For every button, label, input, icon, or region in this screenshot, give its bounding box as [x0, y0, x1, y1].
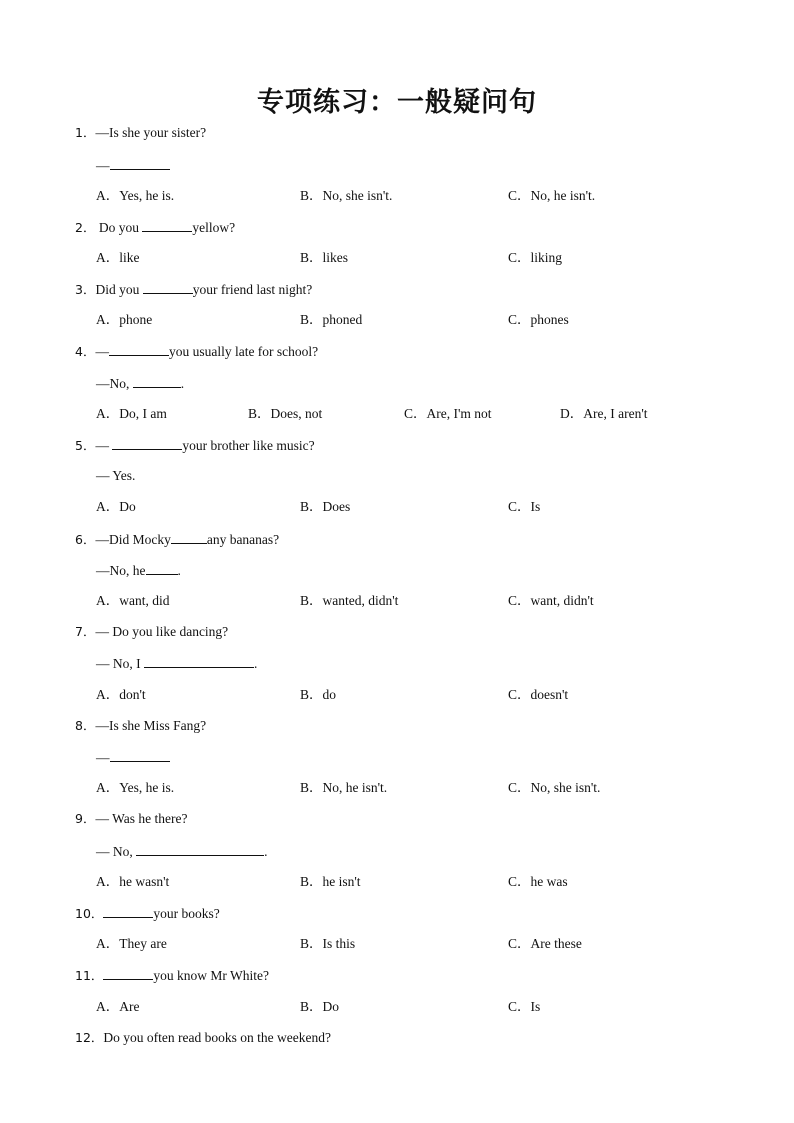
question-text: your books?: [153, 906, 220, 921]
question-text: —Is she your sister?: [95, 125, 207, 140]
answer-option-a[interactable]: A．Yes, he is.: [96, 780, 175, 795]
question-number: 4．: [75, 344, 96, 359]
question-number: 12．: [75, 1030, 104, 1045]
answer-blank[interactable]: [110, 748, 170, 762]
question-number: 11．: [75, 968, 104, 983]
question-number: 8．: [75, 718, 96, 733]
question-text: Do you: [95, 220, 143, 235]
answer-blank[interactable]: [142, 218, 192, 232]
question-reply-line: [96, 654, 257, 673]
question-text: — No, I: [96, 656, 144, 671]
question-stem: [75, 717, 206, 735]
answer-option-b[interactable]: B．No, she isn't.: [300, 188, 393, 203]
answer-option-a[interactable]: A．phone: [96, 312, 153, 327]
question-text: —: [96, 750, 110, 765]
answer-blank[interactable]: [133, 374, 181, 388]
question-reply-line: [96, 561, 181, 580]
question-text: .: [180, 376, 185, 391]
question-number: 7．: [75, 624, 96, 639]
question-text: .: [264, 844, 268, 859]
answer-option-b[interactable]: B．he isn't: [300, 874, 361, 889]
answer-option-b[interactable]: B．phoned: [300, 312, 363, 327]
question-text: your brother like music?: [182, 438, 315, 453]
answer-option-a[interactable]: A．Do: [96, 499, 136, 514]
question-reply-line: [96, 156, 170, 175]
question-reply-line: [96, 374, 184, 393]
answer-option-c[interactable]: C．Are these: [508, 936, 582, 951]
question-stem: [75, 218, 235, 237]
answer-option-b[interactable]: B．Do: [300, 999, 340, 1014]
question-number: 9．: [75, 811, 96, 826]
answer-option-c[interactable]: C．liking: [508, 250, 563, 265]
answer-option-c[interactable]: C．Is: [508, 499, 541, 514]
question-stem: [75, 810, 187, 828]
answer-option-c[interactable]: C．Are, I'm not: [404, 406, 492, 421]
question-stem: [75, 530, 279, 549]
answer-option-a[interactable]: A．don't: [96, 687, 146, 702]
answer-option-b[interactable]: B．No, he isn't.: [300, 780, 388, 795]
question-text: your friend last night?: [192, 282, 313, 297]
answer-blank[interactable]: [171, 530, 207, 544]
question-number: 10．: [75, 906, 104, 921]
question-text: —No,: [96, 376, 133, 391]
question-stem: [75, 623, 228, 641]
question-text: .: [177, 563, 181, 578]
question-text: —: [95, 438, 113, 453]
answer-option-c[interactable]: C．doesn't: [508, 687, 569, 702]
answer-option-c[interactable]: C．want, didn't: [508, 593, 594, 608]
question-reply-line: [96, 842, 268, 861]
question-text: — Do you like dancing?: [95, 624, 229, 639]
answer-blank[interactable]: [144, 654, 254, 668]
answer-option-b[interactable]: B．Is this: [300, 936, 356, 951]
page-title: 专项练习：一般疑问句: [257, 87, 537, 118]
answer-blank[interactable]: [143, 280, 193, 294]
question-text: yellow?: [192, 220, 236, 235]
answer-option-c[interactable]: C．No, she isn't.: [508, 780, 601, 795]
answer-option-b[interactable]: B．wanted, didn't: [300, 593, 399, 608]
question-number: 5．: [75, 438, 96, 453]
answer-blank[interactable]: [110, 156, 170, 170]
answer-blank[interactable]: [109, 342, 169, 356]
question-text: —No, he: [96, 563, 146, 578]
question-stem: [75, 124, 206, 142]
answer-option-b[interactable]: B．likes: [300, 250, 349, 265]
question-text: — Was he there?: [95, 811, 188, 826]
answer-option-b[interactable]: B．Does, not: [248, 406, 323, 421]
question-text: you know Mr White?: [153, 968, 270, 983]
answer-option-a[interactable]: A．Yes, he is.: [96, 188, 175, 203]
answer-option-a[interactable]: A．like: [96, 250, 140, 265]
answer-blank[interactable]: [103, 966, 153, 980]
question-number: 3．: [75, 282, 96, 297]
question-text: —Did Mocky: [95, 532, 171, 547]
question-text: Do you often read books on the weekend?: [103, 1030, 331, 1045]
answer-blank[interactable]: [112, 436, 182, 450]
answer-option-c[interactable]: C．Is: [508, 999, 541, 1014]
question-text: — No,: [96, 844, 137, 859]
question-text: .: [254, 656, 258, 671]
question-stem: [75, 342, 318, 361]
question-number: 1．: [75, 125, 96, 140]
question-number: 2．: [75, 220, 96, 235]
answer-option-c[interactable]: C．he was: [508, 874, 568, 889]
answer-blank[interactable]: [103, 904, 153, 918]
answer-option-b[interactable]: B．do: [300, 687, 337, 702]
answer-option-a[interactable]: A．They are: [96, 936, 167, 951]
answer-option-a[interactable]: A．want, did: [96, 593, 170, 608]
answer-option-a[interactable]: A．Do, I am: [96, 406, 167, 421]
question-text: any bananas?: [206, 532, 280, 547]
question-text: —: [96, 158, 110, 173]
question-reply-line: [96, 467, 135, 485]
question-text: Did you: [95, 282, 143, 297]
answer-blank[interactable]: [146, 561, 178, 575]
question-text: —Is she Miss Fang?: [95, 718, 207, 733]
question-text: — Yes.: [96, 468, 136, 483]
question-text: —: [95, 344, 109, 359]
question-reply-line: [96, 748, 170, 767]
question-stem: [75, 966, 269, 985]
answer-option-a[interactable]: A．Are: [96, 999, 140, 1014]
question-stem: [75, 1029, 331, 1047]
question-number: 6．: [75, 532, 96, 547]
answer-option-c[interactable]: C．phones: [508, 312, 569, 327]
answer-option-c[interactable]: C．No, he isn't.: [508, 188, 596, 203]
answer-option-d[interactable]: D．Are, I aren't: [560, 406, 648, 421]
answer-option-a[interactable]: A．he wasn't: [96, 874, 170, 889]
answer-option-b[interactable]: B．Does: [300, 499, 351, 514]
question-text: you usually late for school?: [168, 344, 319, 359]
answer-blank[interactable]: [136, 842, 264, 856]
question-stem: [75, 280, 312, 299]
question-stem: [75, 904, 220, 923]
question-stem: [75, 436, 315, 455]
